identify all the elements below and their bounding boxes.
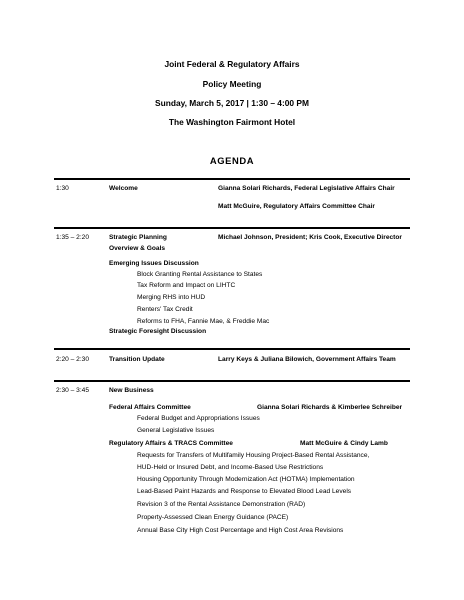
list-item: Reforms to FHA, Fannie Mae, & Freddie Mac — [137, 318, 270, 325]
list-item: Property-Assessed Clean Energy Guidance (PACE) — [137, 514, 289, 521]
list-item: HUD-Held or Insured Debt, and Income-Based Use Restrictions — [137, 464, 324, 471]
session-time: 2:20 – 2:30 — [56, 356, 89, 363]
list-item: Merging RHS into HUD — [137, 294, 206, 301]
committee-name: Federal Affairs Committee — [109, 404, 191, 411]
session-speaker: Matt McGuire, Regulatory Affairs Committee Chair — [218, 203, 375, 210]
committee-leads: Matt McGuire & Cindy Lamb — [300, 440, 388, 447]
session-title: New Business — [109, 387, 154, 394]
document-title: Joint Federal & Regulatory Affairs — [164, 59, 300, 69]
agenda-heading: AGENDA — [209, 155, 255, 166]
list-item: Renters' Tax Credit — [137, 306, 193, 313]
section-divider — [54, 178, 410, 180]
list-item: Revision 3 of the Rental Assistance Demonstration (RAD) — [137, 501, 306, 508]
list-item: Federal Budget and Appropriations Issues — [137, 415, 260, 422]
list-item: Requests for Transfers of Multifamily Housing Project-Based Rental Assistance, — [137, 452, 370, 459]
document-subtitle: Policy Meeting — [202, 79, 262, 89]
session-title: Transition Update — [109, 356, 165, 363]
session-speaker: Michael Johnson, President; Kris Cook, Executive Director — [218, 234, 402, 241]
session-subheading: Strategic Foresight Discussion — [109, 328, 207, 335]
list-item: Annual Base City High Cost Percentage and High Cost Area Revisions — [137, 527, 344, 534]
section-divider — [54, 348, 410, 350]
session-time: 1:30 — [56, 185, 69, 192]
section-divider — [54, 380, 410, 382]
list-item: Tax Reform and Impact on LIHTC — [137, 282, 236, 289]
committee-leads: Gianna Solari Richards & Kimberlee Schreiber — [257, 404, 403, 411]
list-item: Lead-Based Paint Hazards and Response to Elevated Blood Lead Levels — [137, 488, 352, 495]
list-item: Housing Opportunity Through Modernization Act (HOTMA) Implementation — [137, 476, 355, 483]
session-time: 1:35 – 2:20 — [56, 234, 89, 241]
session-subheading: Overview & Goals — [109, 245, 166, 252]
session-time: 2:30 – 3:45 — [56, 387, 89, 394]
section-divider — [54, 227, 410, 229]
list-item: Block Granting Rental Assistance to States — [137, 271, 263, 278]
committee-name: Regulatory Affairs & TRACS Committee — [109, 440, 233, 447]
session-subheading: Emerging Issues Discussion — [109, 260, 199, 267]
list-item: General Legislative Issues — [137, 427, 215, 434]
session-speaker: Gianna Solari Richards, Federal Legislative Affairs Chair — [218, 185, 395, 192]
session-title: Welcome — [109, 185, 138, 192]
session-speaker: Larry Keys & Juliana Bilowich, Government Affairs Team — [218, 356, 396, 363]
meeting-date: Sunday, March 5, 2017 | 1:30 – 4:00 PM — [155, 98, 309, 108]
session-title: Strategic Planning — [109, 234, 167, 241]
meeting-venue: The Washington Fairmont Hotel — [168, 117, 296, 127]
